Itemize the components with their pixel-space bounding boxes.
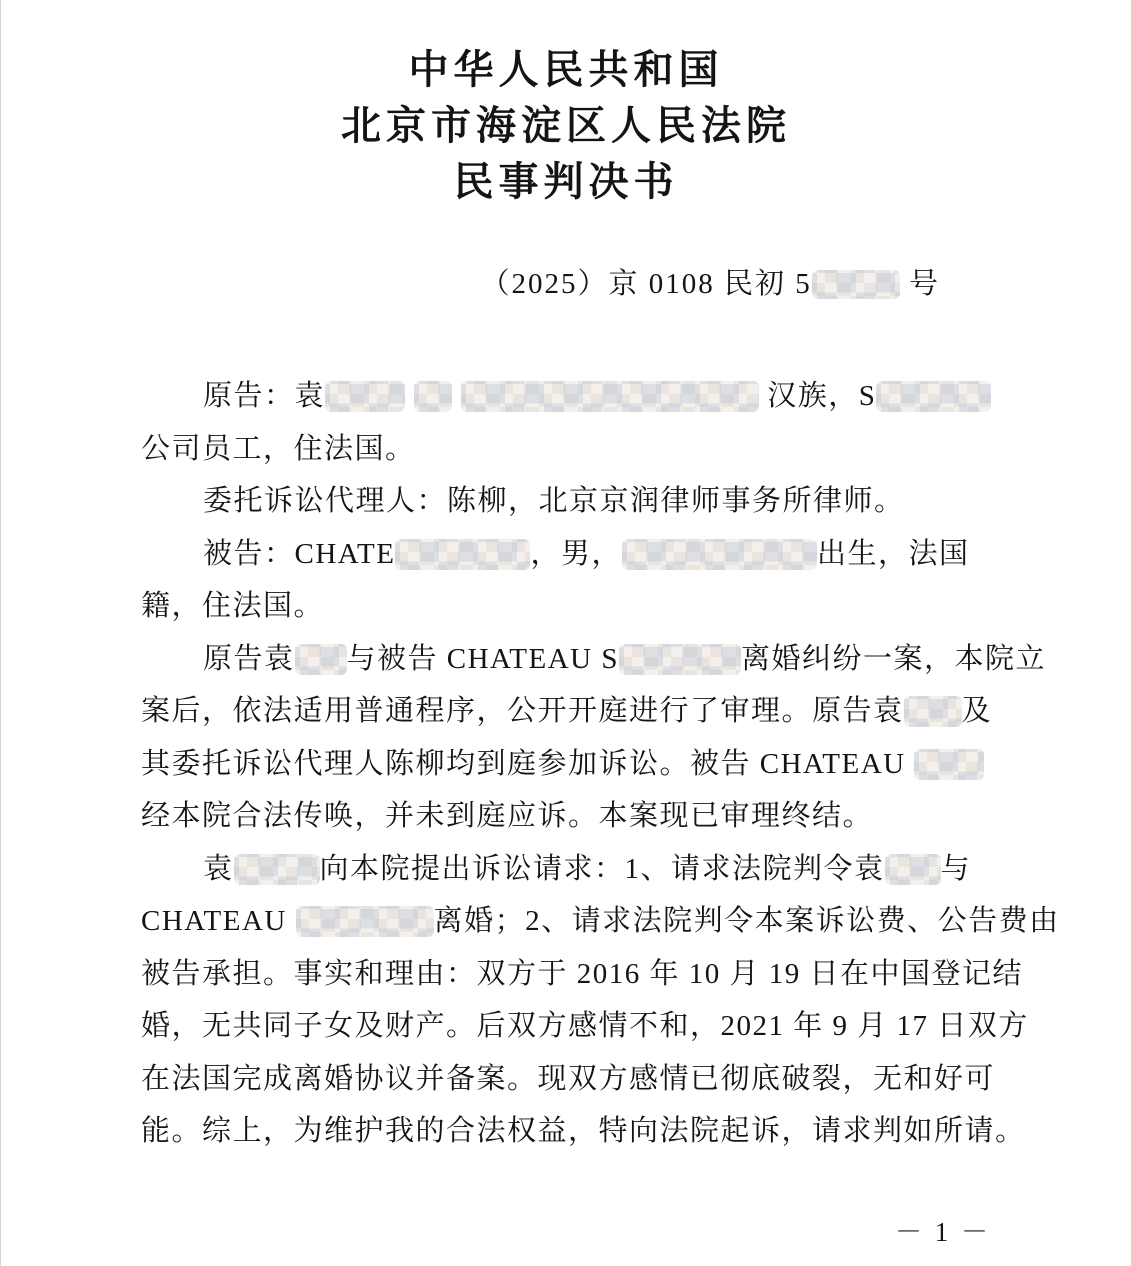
redacted-text bbox=[619, 644, 741, 675]
text-segment: 号 bbox=[899, 268, 940, 300]
text-segment: ，男， bbox=[530, 537, 622, 570]
text-line bbox=[141, 1105, 1131, 1158]
text-segment: 原告袁 bbox=[203, 642, 295, 675]
text-segment: 被告：CHATE bbox=[203, 537, 396, 570]
text-line bbox=[141, 738, 1131, 791]
text-segment: 离婚纠纷一案，本院立 bbox=[740, 642, 1046, 675]
redacted-text bbox=[812, 270, 900, 299]
document-header bbox=[1, 0, 1131, 210]
text-segment: 经本院合法传唤，并未到庭应诉。本案现已审理终结。 bbox=[141, 800, 874, 832]
text-line bbox=[141, 633, 1131, 686]
redacted-text bbox=[325, 381, 405, 412]
text-segment bbox=[405, 380, 414, 412]
text-segment: 案后，依法适用普通程序，公开开庭进行了审理。原告袁 bbox=[141, 695, 904, 727]
text-segment: 被告承担。事实和理由：双方于 2016 年 10 月 19 日在中国登记结 bbox=[141, 957, 1024, 990]
title-court: 北京市海淀区人民法院 bbox=[341, 103, 791, 148]
redacted-text bbox=[876, 381, 991, 412]
text-segment: 能。综上，为维护我的合法权益，特向法院起诉，请求判如所请。 bbox=[141, 1115, 1026, 1147]
redacted-text bbox=[914, 749, 984, 780]
redacted-text bbox=[295, 644, 347, 675]
text-line bbox=[141, 843, 1131, 896]
text-segment: 公司员工，住法国。 bbox=[141, 432, 416, 465]
text-segment: 原告：袁 bbox=[203, 380, 326, 412]
text-line bbox=[141, 580, 1131, 633]
redacted-text bbox=[622, 539, 817, 570]
text-segment: 与 bbox=[940, 852, 972, 885]
text-line bbox=[141, 423, 1131, 476]
text-segment: 其委托诉讼代理人陈柳均到庭参加诉讼。被告 CHATEAU bbox=[141, 747, 915, 780]
text-line bbox=[141, 895, 1131, 948]
text-line bbox=[141, 528, 1131, 581]
text-line bbox=[141, 948, 1131, 1001]
text-line bbox=[141, 685, 1131, 738]
text-segment: 汉族，S bbox=[758, 380, 877, 412]
title-document-type: 民事判决书 bbox=[453, 159, 679, 204]
document-body bbox=[141, 370, 1131, 1158]
redacted-text bbox=[904, 696, 962, 727]
redacted-text bbox=[296, 906, 434, 937]
text-segment: 及 bbox=[961, 695, 993, 727]
text-segment: 袁 bbox=[203, 852, 234, 885]
text-segment: 委托诉讼代理人：陈柳，北京京润律师事务所律师。 bbox=[203, 485, 905, 517]
text-line bbox=[141, 475, 1131, 528]
text-segment: 出生，法国 bbox=[816, 537, 970, 570]
redacted-text bbox=[461, 381, 759, 412]
text-segment: 与被告 CHATEAU S bbox=[346, 642, 619, 675]
text-segment: 婚，无共同子女及财产。后双方感情不和，2021 年 9 月 17 日双方 bbox=[141, 1010, 1029, 1042]
text-segment: （2025）京 0108 民初 5 bbox=[480, 268, 812, 300]
text-segment: CHATEAU bbox=[141, 905, 296, 937]
text-line bbox=[141, 370, 1131, 423]
redacted-text bbox=[414, 381, 452, 412]
text-segment bbox=[452, 380, 461, 412]
text-segment: 在法国完成离婚协议并备案。现双方感情已彻底破裂，无和好可 bbox=[141, 1062, 996, 1095]
title-country: 中华人民共和国 bbox=[408, 47, 724, 92]
text-line bbox=[141, 790, 1131, 843]
redacted-text bbox=[885, 854, 941, 885]
text-segment: 向本院提出诉讼请求：1、请求法院判令袁 bbox=[319, 852, 885, 885]
text-segment: 离婚；2、请求法院判令本案诉讼费、公告费由 bbox=[433, 905, 1060, 937]
text-line bbox=[141, 1000, 1131, 1053]
case-number bbox=[1, 268, 1131, 300]
redacted-text bbox=[234, 854, 320, 885]
page-number: － 1 － bbox=[895, 1217, 991, 1247]
text-segment: 籍，住法国。 bbox=[141, 590, 325, 622]
redacted-text bbox=[395, 539, 530, 570]
text-line bbox=[141, 1053, 1131, 1106]
